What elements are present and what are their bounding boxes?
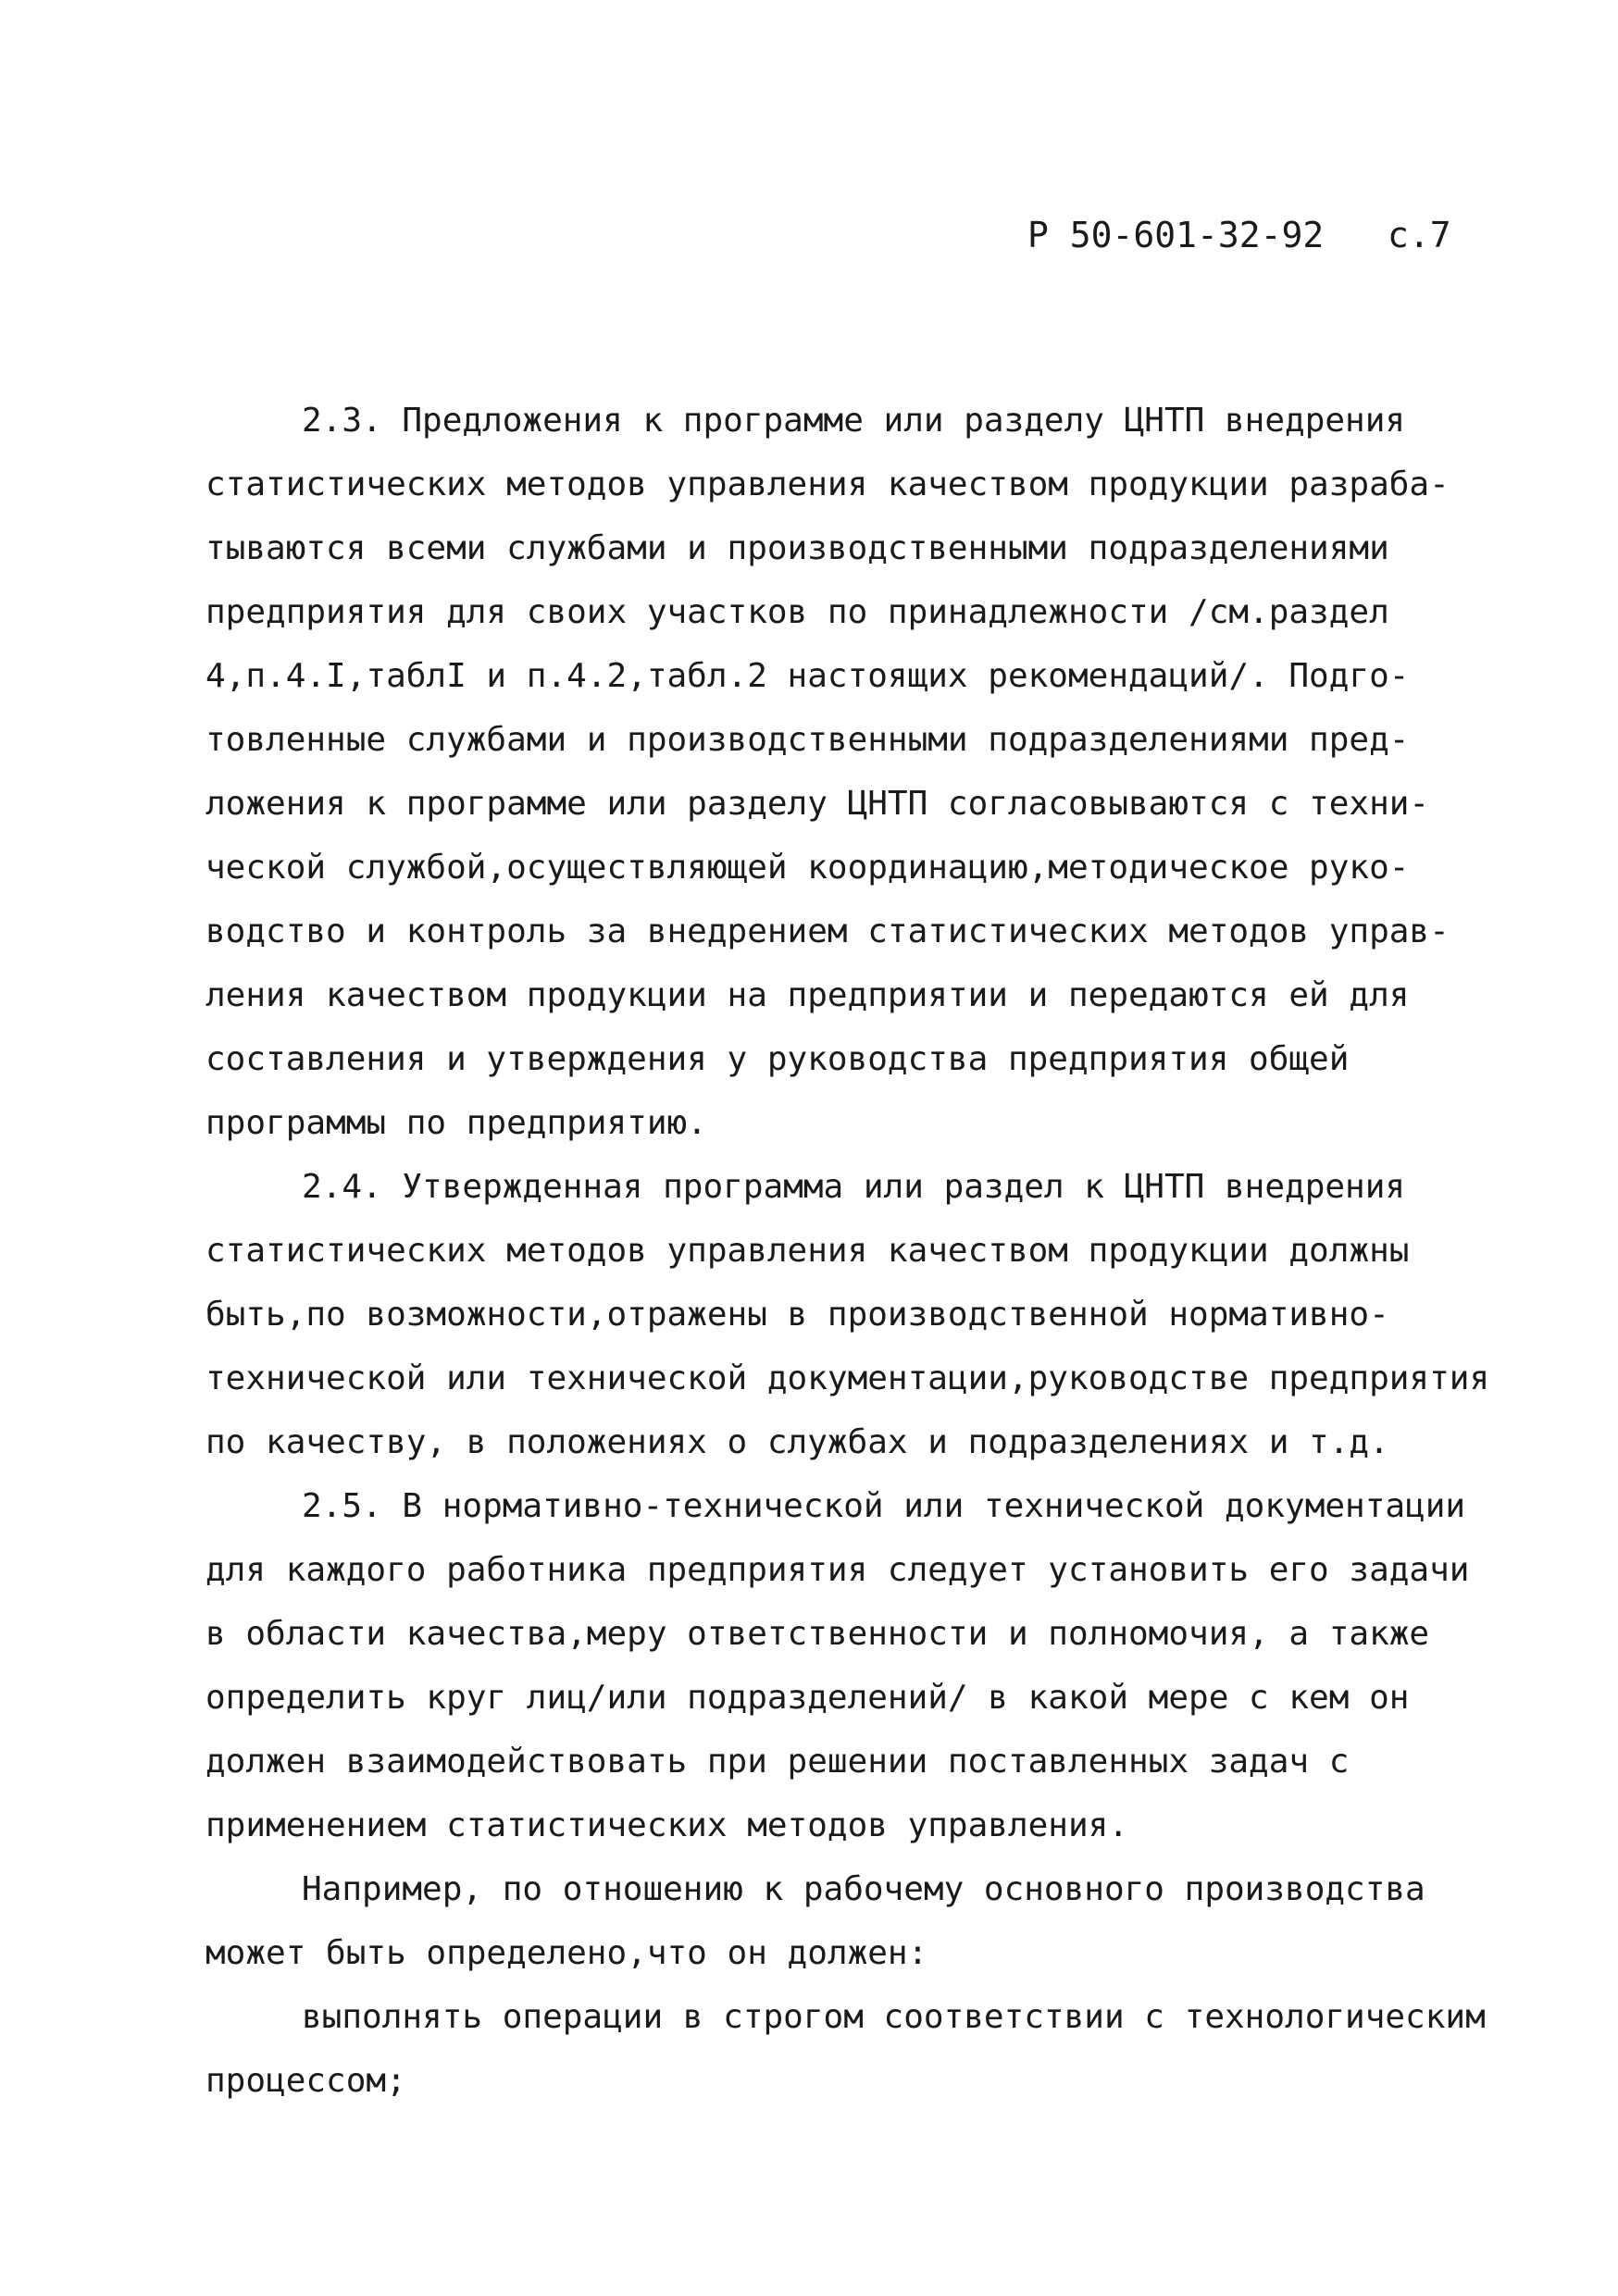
text-line: товленные службами и производственными подразделениями пред-: [205, 721, 1410, 759]
text-line: тываются всеми службами и производственными подразделениями: [205, 529, 1389, 567]
text-line: может быть определено,что он должен:: [205, 1934, 928, 1972]
page-number: с.7: [1387, 215, 1451, 255]
text-line: по качеству, в положениях о службах и подразделениях и т.д.: [205, 1423, 1389, 1461]
text-line: выполнять операции в строгом соответствии с технологическим: [302, 1998, 1486, 2036]
text-line: применением статистических методов управления.: [205, 1806, 1128, 1844]
text-line: для каждого работника предприятия следует установить его задачи: [205, 1551, 1470, 1589]
text-line: 2.3. Предложения к программе или разделу ЦНТП внедрения: [302, 402, 1406, 440]
text-line: технической или технической документации,руководстве предприятия: [205, 1359, 1490, 1397]
text-line: составления и утверждения у руководства предприятия общей: [205, 1040, 1350, 1078]
text-line: программы по предприятию.: [205, 1104, 707, 1142]
text-line: Например, по отношению к рабочему основного производства: [302, 1870, 1425, 1908]
text-line: предприятия для своих участков по принадлежности /см.раздел: [205, 593, 1389, 631]
text-line: быть,по возможности,отражены в производственной нормативно-: [205, 1296, 1389, 1334]
text-line: ческой службой,осуществляющей координацию,методическое руко-: [205, 849, 1410, 887]
text-line: ложения к программе или разделу ЦНТП согласовываются с техни-: [205, 785, 1430, 823]
text-line: должен взаимодействовать при решении поставленных задач с: [205, 1743, 1350, 1781]
text-line: статистических методов управления качеством продукции разраба-: [205, 465, 1450, 503]
page-header: [1027, 215, 1451, 255]
text-line: в области качества,меру ответственности и полномочия, а также: [205, 1615, 1430, 1653]
text-line: ления качеством продукции на предприятии и передаются ей для: [205, 976, 1410, 1014]
text-line: 2.5. В нормативно-технической или технической документации: [302, 1487, 1466, 1525]
body-text: [205, 389, 1490, 2113]
text-line: 2.4. Утвержденная программа или раздел к ЦНТП внедрения: [302, 1168, 1406, 1206]
document-number: Р 50-601-32-92: [1027, 215, 1325, 255]
text-line: определить круг лиц/или подразделений/ в какой мере с кем он: [205, 1679, 1410, 1717]
text-line: процессом;: [205, 2062, 406, 2100]
text-line: водство и контроль за внедрением статистических методов управ-: [205, 912, 1450, 950]
text-line: 4,п.4.I,таблI и п.4.2,табл.2 настоящих рекомендаций/. Подго-: [205, 657, 1410, 695]
text-line: статистических методов управления качеством продукции должны: [205, 1232, 1410, 1270]
